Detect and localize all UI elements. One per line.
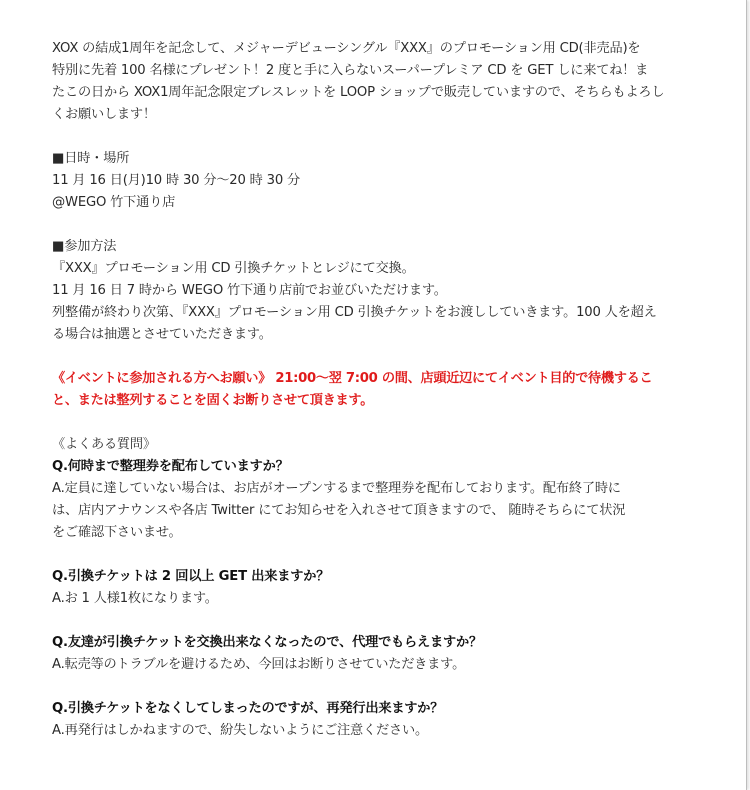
intro-line: くお願いします！ — [52, 107, 156, 122]
spacer — [52, 544, 700, 566]
document-content — [52, 38, 700, 742]
faq-answer: A.転売等のトラブルを避けるため、今回はお断りさせていただきます。 — [52, 657, 466, 672]
participation-line: る場合は抽選とさせていただきます。 — [52, 327, 272, 342]
warning-line: と、または整列することを固くお断りさせて頂きます。 — [52, 393, 374, 408]
faq-answer: は、店内アナウンスや各店 Twitter にてお知らせを入れさせて頂きますので、 随時そちらにて状況 — [52, 503, 626, 518]
intro-line: たこの日から XOX1周年記念限定ブレスレットを LOOP ショップで販売していますので、そちらもよろし — [52, 85, 665, 100]
participation-line: 列整備が終わり次第、『XXX』プロモーション用 CD 引換チケットをお渡ししていきます。100 人を超え — [52, 305, 657, 320]
participation-heading: ■参加方法 — [52, 239, 117, 254]
event-place: @WEGO 竹下通り店 — [52, 195, 176, 210]
spacer — [52, 214, 700, 236]
faq-question: Q.何時まで整理券を配布していますか？ — [52, 459, 289, 474]
datetime-heading: ■日時・場所 — [52, 151, 130, 166]
intro-line: 特別に先着 100 名様にプレゼント！2 度と手に入らないスーパープレミア CD を GET しに来てね！ま — [52, 63, 649, 78]
faq-answer: A.お 1 人様1枚になります。 — [52, 591, 218, 606]
intro-paragraph — [52, 38, 700, 126]
spacer — [52, 676, 700, 698]
spacer — [52, 412, 700, 434]
event-date: 11 月 16 日(月)10 時 30 分～20 時 30 分 — [52, 173, 301, 188]
spacer — [52, 346, 700, 368]
faq-question: Q.引換チケットは 2 回以上 GET 出来ますか？ — [52, 569, 330, 584]
faq-answer: A.定員に達していない場合は、お店がオープンするまで整理券を配布しております。配布終了時に — [52, 481, 621, 496]
faq-answer: A.再発行はしかねますので、紛失しないようにご注意ください。 — [52, 723, 428, 738]
spacer — [52, 126, 700, 148]
participation-line: 『XXX』プロモーション用 CD 引換チケットとレジにて交換。 — [52, 261, 415, 276]
faq-heading: 《よくある質問》 — [52, 437, 156, 452]
spacer — [52, 610, 700, 632]
participation-line: 11 月 16 日 7 時から WEGO 竹下通り店前でお並びいただけます。 — [52, 283, 447, 298]
faq-question: Q.友達が引換チケットを交換出来なくなったので、代理でもらえますか？ — [52, 635, 482, 650]
intro-line: XOX の結成1周年を記念して、メジャーデビューシングル『XXX』のプロモーション用 CD(非売品)を — [52, 41, 641, 56]
faq-section — [52, 434, 700, 742]
faq-question: Q.引換チケットをなくしてしまったのですが、再発行出来ますか？ — [52, 701, 444, 716]
datetime-section — [52, 148, 700, 214]
warning-notice — [52, 368, 700, 412]
warning-line: 《イベントに参加される方へお願い》 21:00～翌 7:00 の間、店頭近辺にてイベント目的で待機するこ — [52, 371, 653, 386]
faq-answer: をご確認下さいませ。 — [52, 525, 182, 540]
participation-section — [52, 236, 700, 346]
